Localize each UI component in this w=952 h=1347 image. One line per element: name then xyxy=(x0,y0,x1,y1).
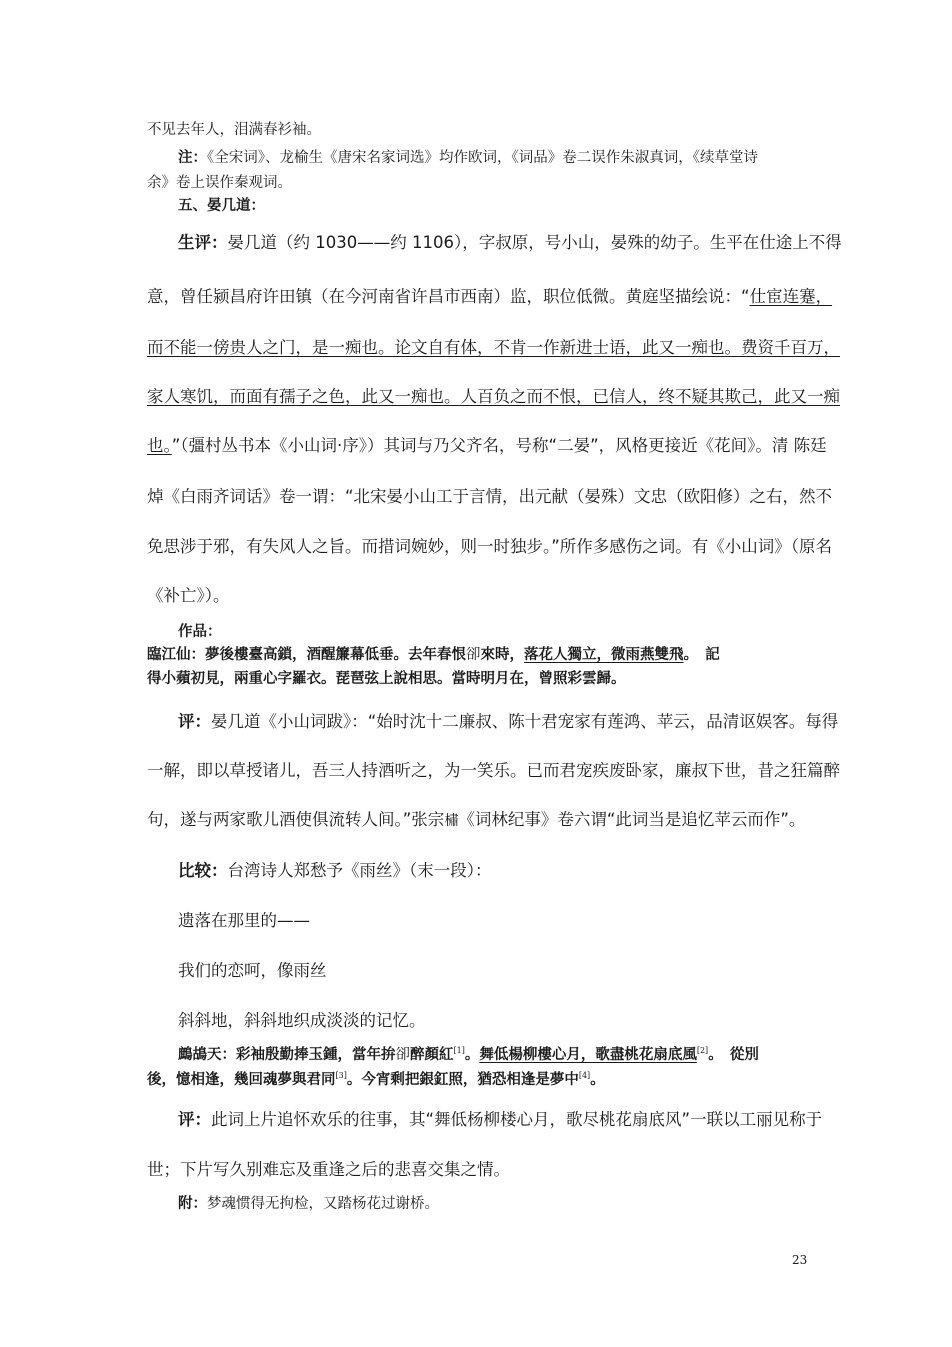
poem-ending-line xyxy=(147,118,852,139)
text: 句，遂与两家歌儿酒使俱流转人间。”张宗 xyxy=(147,810,445,829)
text: 。今宵剩把銀釭照，猶恐相逢是夢中 xyxy=(346,1071,579,1088)
text: 作品： xyxy=(178,623,222,640)
text: 。 記 xyxy=(683,646,720,663)
underlined-quote: 而不能一傍贵人之门，是一痴也。论文自有体，不肯一作新进士语，此又一痴也。费资千百万， xyxy=(147,338,840,357)
text: 免思涉于邪，有失风人之旨。而措词婉妙，则一时独步。”所作多感伤之词。有《小山词》（原名 xyxy=(147,537,833,556)
biography-line xyxy=(147,229,852,253)
text: 此词上片追怀欢乐的往事，其“舞低杨柳楼心月，歌尽桃花扇底风”一联以工丽见称于 xyxy=(211,1110,823,1129)
commentary-line xyxy=(147,708,852,732)
text: 世；下片写久别难忘及重逢之后的悲喜交集之情。 xyxy=(147,1160,510,1179)
text: 梦魂惯得无拘检，又踏杨花过谢桥。 xyxy=(207,1196,439,1212)
poem-title: 鷓鴣天： xyxy=(178,1046,236,1063)
appendix-line xyxy=(147,1192,852,1213)
text: 台湾诗人郑愁予《雨丝》（末一段）： xyxy=(227,861,492,880)
biography-line xyxy=(147,582,852,606)
note-paragraph-cont xyxy=(147,171,852,192)
text: 一解，即以草授诸儿，吾三人持酒听之，为一笑乐。已而君宠疾废卧家，廉叔下世，昔之狂篇醉 xyxy=(147,761,840,780)
note-paragraph xyxy=(147,146,852,167)
text: 遗落在那里的—— xyxy=(178,911,310,930)
text: 來時， xyxy=(480,646,524,663)
text: 得小蘋初見，兩重心字羅衣。琵琶弦上說相思。當時明月在，曾照彩雲歸。 xyxy=(147,670,626,687)
text: 。 xyxy=(464,1046,480,1063)
text: ”（彊村丛书本《小山词·序》）其词与乃父齐名，号称“二晏”，风格更接近《花间》。清 陈廷 xyxy=(171,436,827,455)
comparison-line xyxy=(147,857,852,881)
footnote-marker: [4] xyxy=(578,1071,591,1081)
biography-line xyxy=(147,483,852,507)
commentary-line xyxy=(147,757,852,781)
text: 晏几道（约 1030——约 1106），字叔原，号小山，晏殊的幼子。生平在仕途上不得 xyxy=(227,233,842,252)
comparison-label: 比较： xyxy=(178,861,228,880)
poem-linjiangxian-cont xyxy=(147,667,852,688)
text: 斜斜地，斜斜地织成淡淡的记忆。 xyxy=(178,1011,426,1030)
biography-line xyxy=(147,334,852,358)
underlined-quote: 仕宦连蹇， xyxy=(749,287,833,306)
note-label: 注： xyxy=(178,149,207,166)
text: 橚 xyxy=(444,813,459,829)
poem-linjiangxian xyxy=(147,643,852,664)
text: 醉顏紅 xyxy=(410,1046,454,1063)
poem-zhegutian-cont xyxy=(147,1068,852,1089)
underlined-quote: 家人寒饥，而面有孺子之色，此又一痴也。人百负之而不恨，已信人，终不疑其欺己，此又一痴 xyxy=(147,387,840,406)
text: 《补亡》）。 xyxy=(147,586,230,605)
text: 彩袖殷勤捧玉鍾，當年拚 xyxy=(236,1046,396,1063)
underlined-verse: 舞低楊柳樓心月，歌盡桃花扇底風 xyxy=(479,1046,697,1063)
text: 夢後樓臺高鎖，酒醒簾幕低垂。去年春恨 xyxy=(205,646,466,663)
commentary-line xyxy=(147,806,852,830)
text: 五、晏几道： xyxy=(178,197,265,214)
text: 後，憶相逢，幾回魂夢與君同 xyxy=(147,1071,336,1088)
underlined-quote: 也。 xyxy=(147,436,172,455)
text: 《词林纪事》卷六谓“此词当是追忆苹云而作”。 xyxy=(458,810,806,829)
text: 卻 xyxy=(466,647,481,663)
footnote-marker: [1] xyxy=(453,1046,465,1056)
text: 卻 xyxy=(395,1047,410,1063)
footnote-marker: [2] xyxy=(696,1046,709,1056)
works-heading xyxy=(147,620,852,641)
verse-line xyxy=(147,1007,852,1031)
poem-zhegutian xyxy=(147,1043,852,1064)
verse-line xyxy=(147,907,852,931)
text: 。 從別 xyxy=(708,1046,759,1063)
text: 晏几道《小山词跋》：“始时沈十二廉叔、陈十君宠家有莲鸿、苹云，品清讴娱客。每得 xyxy=(211,712,839,731)
text: 余》卷上误作秦观词。 xyxy=(147,175,292,191)
page-number: 23 xyxy=(792,1253,808,1267)
text: 。 xyxy=(590,1071,605,1088)
appendix-label: 附： xyxy=(178,1195,207,1212)
text: 不见去年人，泪满春衫袖。 xyxy=(147,122,321,138)
biography-line xyxy=(147,283,852,307)
bio-label: 生评： xyxy=(178,233,228,252)
biography-line xyxy=(147,432,852,456)
verse-line xyxy=(147,957,852,981)
commentary-label: 评： xyxy=(178,712,211,731)
commentary-label: 评： xyxy=(178,1110,211,1129)
commentary-line xyxy=(147,1106,852,1130)
commentary-line xyxy=(147,1156,852,1180)
footnote-marker: [3] xyxy=(335,1071,347,1081)
text: 《全宋词》、龙榆生《唐宋名家词选》均作欧词，《词品》卷二误作朱淑真词，《续草堂诗 xyxy=(207,150,758,166)
text: 焯《白雨齐词话》卷一谓：“北宋晏小山工于言情，出元献（晏殊）文忠（欧阳修）之右，然不 xyxy=(147,487,833,506)
text: 我们的恋呵，像雨丝 xyxy=(178,961,327,980)
underlined-verse: 落花人獨立，微雨燕雙飛 xyxy=(524,646,684,663)
biography-line xyxy=(147,383,852,407)
text: 意，曾任颍昌府许田镇（在今河南省许昌市西南）监，职位低微。黄庭坚描绘说：“ xyxy=(147,287,750,306)
biography-line xyxy=(147,533,852,557)
section-heading xyxy=(147,194,852,215)
poem-title: 臨江仙： xyxy=(147,646,205,663)
